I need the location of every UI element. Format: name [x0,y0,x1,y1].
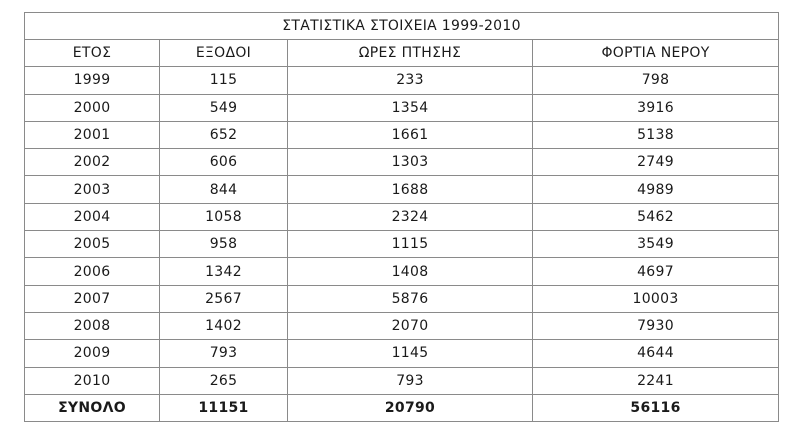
table-title-row [25,13,779,40]
flight-hours-cell: 5876 [288,285,533,312]
flight-hours-cell: 2070 [288,312,533,339]
year-cell: 1999 [25,67,160,94]
table-row [25,94,779,121]
table-row [25,340,779,367]
table-body [25,67,779,422]
total-row [25,394,779,421]
column-header-year: ΕΤΟΣ [25,40,160,67]
water-loads-cell: 3549 [533,231,779,258]
year-cell: 2002 [25,149,160,176]
total-flight-hours-cell: 20790 [288,394,533,421]
water-loads-cell: 2241 [533,367,779,394]
sorties-cell: 549 [160,94,288,121]
year-cell: 2001 [25,121,160,148]
year-cell: 2003 [25,176,160,203]
table-row [25,149,779,176]
flight-hours-cell: 1408 [288,258,533,285]
water-loads-cell: 7930 [533,312,779,339]
table-row [25,312,779,339]
total-sorties-cell: 11151 [160,394,288,421]
year-cell: 2009 [25,340,160,367]
table-row [25,176,779,203]
table-title: ΣΤΑΤΙΣΤΙΚΑ ΣΤΟΙΧΕΙΑ 1999-2010 [25,13,779,40]
sorties-cell: 844 [160,176,288,203]
total-water-loads-cell: 56116 [533,394,779,421]
column-header-water-loads: ΦΟΡΤΙΑ ΝΕΡΟΥ [533,40,779,67]
flight-hours-cell: 1145 [288,340,533,367]
table-row [25,203,779,230]
year-cell: 2004 [25,203,160,230]
water-loads-cell: 798 [533,67,779,94]
water-loads-cell: 4697 [533,258,779,285]
year-cell: 2007 [25,285,160,312]
water-loads-cell: 4644 [533,340,779,367]
flight-hours-cell: 793 [288,367,533,394]
water-loads-cell: 10003 [533,285,779,312]
year-cell: 2008 [25,312,160,339]
flight-hours-cell: 1354 [288,94,533,121]
flight-hours-cell: 1688 [288,176,533,203]
flight-hours-cell: 1661 [288,121,533,148]
sorties-cell: 793 [160,340,288,367]
statistics-table [24,12,779,422]
table-row [25,258,779,285]
flight-hours-cell: 1115 [288,231,533,258]
year-cell: 2006 [25,258,160,285]
table-row [25,67,779,94]
table-row [25,285,779,312]
water-loads-cell: 3916 [533,94,779,121]
sorties-cell: 1402 [160,312,288,339]
sorties-cell: 1058 [160,203,288,230]
water-loads-cell: 4989 [533,176,779,203]
year-cell: 2000 [25,94,160,121]
total-label-cell: ΣΥΝΟΛΟ [25,394,160,421]
column-header-sorties: ΕΞΟΔΟΙ [160,40,288,67]
table-header-row [25,40,779,67]
table-row [25,121,779,148]
sorties-cell: 115 [160,67,288,94]
table-row [25,367,779,394]
water-loads-cell: 5462 [533,203,779,230]
year-cell: 2005 [25,231,160,258]
column-header-flight-hours: ΩΡΕΣ ΠΤΗΣΗΣ [288,40,533,67]
sorties-cell: 652 [160,121,288,148]
water-loads-cell: 2749 [533,149,779,176]
flight-hours-cell: 1303 [288,149,533,176]
water-loads-cell: 5138 [533,121,779,148]
flight-hours-cell: 233 [288,67,533,94]
sorties-cell: 2567 [160,285,288,312]
sorties-cell: 1342 [160,258,288,285]
table-row [25,231,779,258]
sorties-cell: 606 [160,149,288,176]
sorties-cell: 265 [160,367,288,394]
sorties-cell: 958 [160,231,288,258]
year-cell: 2010 [25,367,160,394]
flight-hours-cell: 2324 [288,203,533,230]
